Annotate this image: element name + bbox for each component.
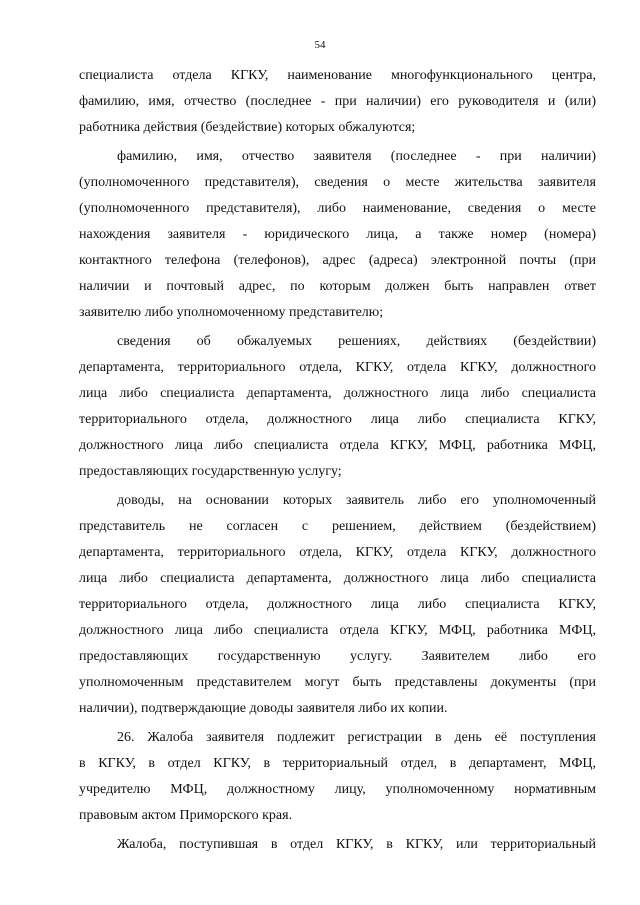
text-line: специалиста отдела КГКУ, наименование многофункционального центра, bbox=[79, 68, 596, 83]
text-line: лица либо специалиста департамента, должностного лица либо специалиста bbox=[79, 571, 596, 586]
text-line: представитель не согласен с решением, действием (бездействием) bbox=[79, 519, 596, 534]
text-line: контактного телефона (телефонов), адрес (адреса) электронной почты (при bbox=[79, 253, 596, 268]
paragraph-complaint-received bbox=[79, 832, 596, 858]
text-line: нахождения заявителя - юридического лица, а также номер (номера) bbox=[79, 227, 596, 242]
text-line: правовым актом Приморского края. bbox=[79, 808, 293, 823]
text-line: доводы, на основании которых заявитель либо его уполномоченный bbox=[117, 493, 596, 508]
page-number: 54 bbox=[314, 39, 326, 51]
paragraph-applicant-details bbox=[79, 144, 596, 326]
text-line: в КГКУ, в отдел КГКУ, в территориальный отдел, в департамент, МФЦ, bbox=[79, 756, 596, 771]
body-text bbox=[79, 63, 596, 861]
text-line: департамента, территориального отдела, КГКУ, отдела КГКУ, должностного bbox=[79, 545, 596, 560]
text-line: департамента, территориального отдела, КГКУ, отдела КГКУ, должностного bbox=[79, 360, 596, 375]
paragraph-officials bbox=[79, 63, 596, 141]
paragraph-26-registration bbox=[79, 725, 596, 829]
text-line: лица либо специалиста департамента, должностного лица либо специалиста bbox=[79, 386, 596, 401]
text-line: предоставляющих государственную услугу; bbox=[79, 464, 342, 479]
text-line: территориального отдела, должностного лица либо специалиста КГКУ, bbox=[79, 597, 596, 612]
text-line: наличии), подтверждающие доводы заявителя либо их копии. bbox=[79, 701, 448, 716]
text-line: заявителю либо уполномоченному представителю; bbox=[79, 305, 384, 320]
text-line: уполномоченным представителем могут быть представлены документы (при bbox=[79, 675, 596, 690]
text-line: фамилию, имя, отчество заявителя (последнее - при наличии) bbox=[117, 149, 596, 164]
text-line: предоставляющих государственную услугу. Заявителем либо его bbox=[79, 649, 596, 664]
text-line: работника действия (бездействие) которых обжалуются; bbox=[79, 120, 416, 135]
paragraph-appealed-decisions bbox=[79, 329, 596, 485]
text-line: фамилию, имя, отчество (последнее - при наличии) его руководителя и (или) bbox=[79, 94, 596, 109]
text-line: (уполномоченного представителя), либо наименование, сведения о месте bbox=[79, 201, 596, 216]
text-line: должностного лица либо специалиста отдела КГКУ, МФЦ, работника МФЦ, bbox=[79, 623, 596, 638]
text-line: учредителю МФЦ, должностному лицу, уполномоченному нормативным bbox=[79, 782, 596, 797]
text-line: 26. Жалоба заявителя подлежит регистрации в день её поступления bbox=[117, 730, 596, 745]
text-line: Жалоба, поступившая в отдел КГКУ, в КГКУ, или территориальный bbox=[117, 837, 596, 852]
text-line: территориального отдела, должностного лица либо специалиста КГКУ, bbox=[79, 412, 596, 427]
paragraph-arguments bbox=[79, 488, 596, 722]
text-line: сведения об обжалуемых решениях, действиях (бездействии) bbox=[117, 334, 596, 349]
text-line: (уполномоченного представителя), сведения о месте жительства заявителя bbox=[79, 175, 596, 190]
text-line: должностного лица либо специалиста отдела КГКУ, МФЦ, работника МФЦ, bbox=[79, 438, 596, 453]
text-line: наличии и почтовый адрес, по которым должен быть направлен ответ bbox=[79, 279, 596, 294]
